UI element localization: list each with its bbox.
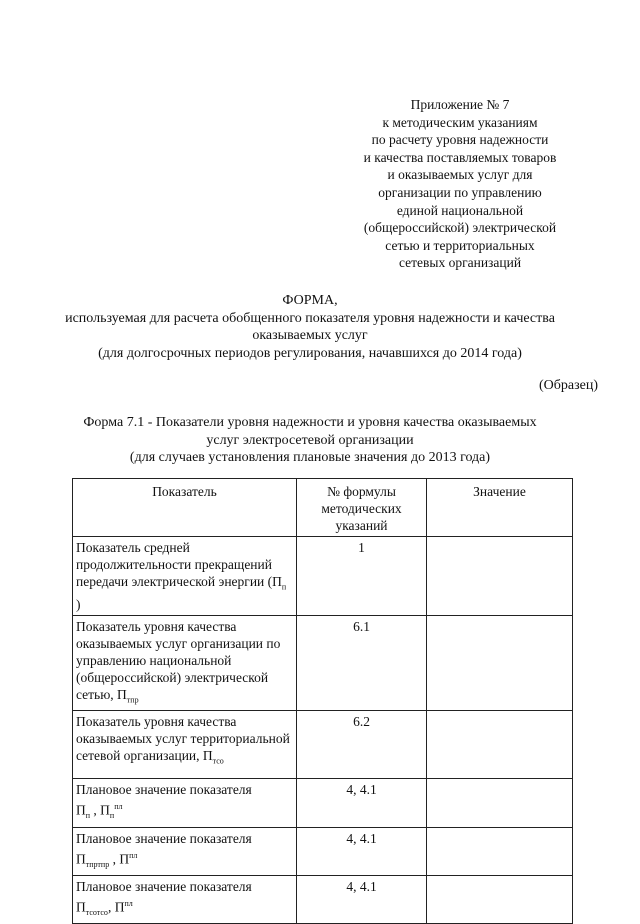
value-cell[interactable]	[427, 537, 573, 616]
value-cell[interactable]	[427, 711, 573, 779]
table-header-row	[73, 479, 573, 537]
annex-line: (общероссийской) электрической	[363, 220, 557, 236]
form-heading: ФОРМА,	[282, 293, 338, 308]
value-cell[interactable]	[427, 779, 573, 827]
table-row	[73, 779, 573, 827]
annex-line: организации по управлению	[378, 184, 542, 200]
indicator-cell: Показатель уровня качества оказываемых услуг организации по управлению национальной (общероссийской) электрической сетью, $П_{тпр}$	[73, 615, 297, 711]
table-row	[73, 537, 573, 616]
header-formula: № формулы методических указаний	[297, 479, 427, 537]
annex-line: по расчету уровня надежности	[371, 132, 549, 148]
header-indicator: Показатель	[73, 479, 297, 537]
formula-cell: 4, 4.1	[297, 875, 427, 923]
form-7-1-line: (для случаев установления плановые значения до 2013 года)	[129, 450, 491, 465]
form-7-1-line: услуг электросетевой организации	[206, 432, 414, 448]
indicator-cell: Показатель уровня качества оказываемых услуг территориальной сетевой организации, $П_{тсо}$	[73, 711, 297, 779]
sample-label: (Образец)	[538, 378, 598, 393]
table-row	[73, 875, 573, 923]
indicators-table	[72, 478, 573, 924]
formula-cell: 4, 4.1	[297, 827, 427, 875]
formula-cell: 1	[297, 537, 427, 616]
table-row	[73, 711, 573, 779]
value-cell[interactable]	[427, 615, 573, 711]
form-7-1-line: Форма 7.1 - Показатели уровня надежности и уровня качества оказываемых	[83, 415, 537, 430]
annex-header	[340, 96, 580, 272]
annex-line: Приложение № 7	[410, 97, 510, 112]
form-title-line: используемая для расчета обобщенного показателя уровня надежности и качества	[65, 310, 555, 326]
header-value: Значение	[427, 479, 573, 537]
table-row	[73, 827, 573, 875]
indicator-cell: Плановое значение показателя $П_{тсотсо}$, $П^{пл}$	[73, 875, 297, 923]
annex-line: и оказываемых услуг для	[387, 167, 533, 183]
form-title	[40, 292, 580, 362]
form-title-line: (для долгосрочных периодов регулирования, начавшихся до 2014 года)	[98, 345, 522, 361]
annex-line: сетью и территориальных	[385, 237, 535, 253]
value-cell[interactable]	[427, 875, 573, 923]
indicator-cell: Плановое значение показателя $П_{тпртпр}$ , $П^{пл}$	[73, 827, 297, 875]
form-7-1-title	[40, 414, 580, 467]
form-title-line: оказываемых услуг	[252, 328, 368, 343]
formula-cell: 6.1	[297, 615, 427, 711]
annex-line: сетевых организаций	[398, 255, 522, 271]
value-cell[interactable]	[427, 827, 573, 875]
formula-cell: 6.2	[297, 711, 427, 779]
annex-line: к методическим указаниям	[382, 114, 538, 130]
table-row	[73, 615, 573, 711]
annex-line: и качества поставляемых товаров	[363, 149, 557, 165]
indicator-cell: Показатель средней продолжительности прекращений передачи электрической энергии ($П_п$ )	[73, 537, 297, 616]
formula-cell: 4, 4.1	[297, 779, 427, 827]
indicator-cell: Плановое значение показателя $П_п$ , $П_п^{пл}$	[73, 779, 297, 827]
annex-line: единой национальной	[396, 202, 524, 218]
